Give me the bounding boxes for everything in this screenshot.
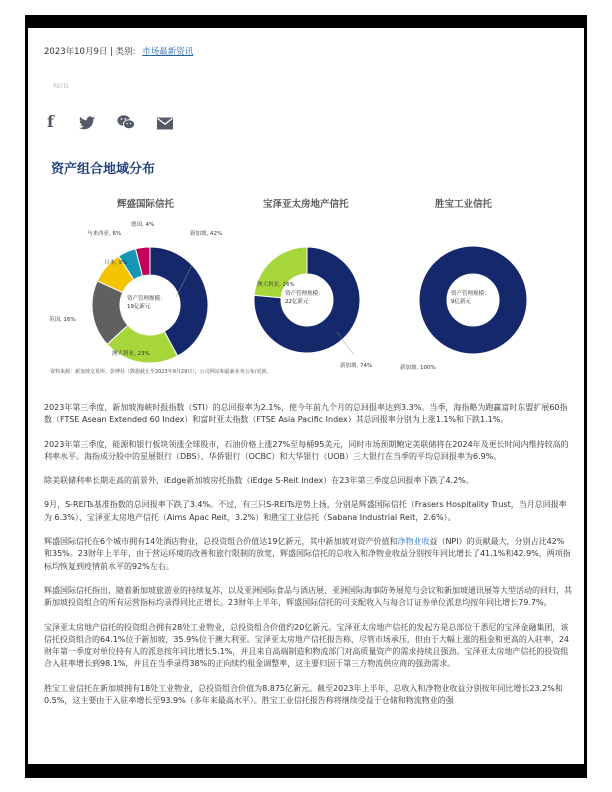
category-link[interactable]: 市场最新资讯 xyxy=(142,47,194,57)
paragraph: 辉盛国际信托在6个城市拥有14处酒店物业，总投资组合价值达19亿新元，其中新加坡对资产价值和净物业收益（NPI）的贡献最大，分别占比42%和35%。23财年上半年，由于营运环境的改善和旅行限制的放宽，辉盛国际信托的总收入和净物业收益分别按年同比增长了41.1%和42.9%，两项指标均恢复到疫情前水平的92%左右。 xyxy=(44,537,571,571)
label-singapore: 新加坡, 42% xyxy=(190,231,223,237)
section-title: 资产组合地域分布 xyxy=(51,162,156,177)
article-meta xyxy=(44,45,193,57)
chart-title: 宝泽亚太房地产信托 xyxy=(263,199,349,210)
page-frame-top xyxy=(25,15,587,28)
chart-sabana-industrial xyxy=(390,188,570,371)
center-label: 资产管理规模： 19亿新元 xyxy=(127,296,166,310)
page-frame-right xyxy=(584,15,587,778)
paragraph: 2023年第三季度，能源和银行板块领涨全球股市，石油价格上涨27%至每桶95美元，同时市场预期鲍定美联储将在2024年及更长时间内维持较高的利率水平。海指成分股中的星展银行（DBS）、华侨银行（OCBC）和大华银行（UOB）三大银行在当季的平均总回报率为6.9%。 xyxy=(44,439,569,461)
label-japan: 日本, 9% xyxy=(104,260,128,266)
label-australia: 澳大利亚, 23% xyxy=(112,351,150,357)
paragraph: 9月，S-REITs基准指数的总回报率下跌了3.4%。不过，有三只S-REITs逆势上扬，分别是辉盛国际信托（Frasers Hospitality Trust，当月总回报率为 6.3%）、宝泽亚太房地产信托（Aims Apac Reit，3.2%）和胜宝工业信托（Sabana Industrial Reit，2.6%）。 xyxy=(44,500,567,522)
label-singapore: 新加坡, 100% xyxy=(400,365,436,371)
page-frame-bottom xyxy=(25,764,587,778)
tag-reits[interactable]: REITs xyxy=(53,83,69,90)
chart-source-note: 资料来源：新加坡交易所、彭博社（数据截止至2023年9月29日），公司网站和最新业务公布/更新。 xyxy=(50,369,272,375)
label-australia: 澳大利亚, 26% xyxy=(257,282,295,288)
chart-title: 胜宝工业信托 xyxy=(435,199,493,210)
npi-link[interactable]: 净物业收 xyxy=(397,537,430,547)
chart-title: 辉盛国际信托 xyxy=(117,199,175,210)
label-germany: 德国, 4% xyxy=(131,222,155,228)
twitter-icon[interactable] xyxy=(79,115,95,129)
label-singapore: 新加坡, 74% xyxy=(340,363,373,369)
article-page xyxy=(44,28,572,764)
article-body xyxy=(44,402,572,719)
donut-chart-sabana xyxy=(390,188,570,368)
facebook-icon[interactable]: f xyxy=(47,112,54,131)
label-uk: 英国, 16% xyxy=(49,317,76,323)
donut-chart-frasers xyxy=(44,188,244,368)
article-date: 2023年10月9日 xyxy=(44,47,108,57)
paragraph: 胜宝工业信托在新加坡拥有18处工业物业，总投资组合价值为8.875亿新元。截至2023年上半年，总收入和净物业收益分别按年同比增长23.2%和0.5%，这主要由于入驻率增长至93.9%（多年来最高水平）。胜宝工业信托报告称将继续受益于仓储和物流物业的强 xyxy=(44,683,563,706)
page-frame-left xyxy=(25,15,28,778)
paragraph: 2023年第三季度，新加坡海峡时报指数（STI）的总回报率为2.1%，使今年前九个月的总回报率达到3.3%。当季，海指略为跑赢富时东盟扩展60指数（FTSE Asean Extended 60 Index）和富时亚太指数（FTSE Asia Pacific Index）其总回报率分别为上涨1.1%和下跌1.1%。 xyxy=(44,403,568,425)
donut-chart-aims xyxy=(239,188,409,368)
paragraph: 辉盛国际信托指出，随着新加坡旅游业的持续复苏，以及亚洲国际食品与酒店展、亚洲国际海事防务展览与会议和新加坡通讯展等大型活动的回归，其新加坡投资组合的所有运营指标均录得同比正增长。23财年上半年，辉盛国际信托的可支配收入与每合订证券单位派息均按年同比增长79.7%。 xyxy=(44,585,572,608)
paragraph: 除美联储利率长期走高的前景外，iEdge新加坡房托指数（iEdge S-Reit Index）在23年第三季度总回报率下跌了4.2%。 xyxy=(44,476,474,486)
category-label: | 类别: xyxy=(107,47,139,57)
share-bar xyxy=(44,112,173,131)
chart-frasers-hospitality xyxy=(44,188,244,368)
center-label: 资产管理规模： 22亿新元 xyxy=(285,291,324,305)
paragraph: 宝泽亚太房地产信托的投资组合拥有28处工业物业，总投资组合价值约20亿新元。宝泽亚太房地产信托的发起方是总部位于悉尼的宝泽金融集团，该信托投资组合的64.1%位于新加坡，35.9%位于澳大利亚。宝泽亚太房地产信托报告称，尽管市场承压，但由于大幅上涨的租金和更高的入驻率，24财年第一季度对单位持有人的派息按年同比增长5.1%，并且来自高端制造和物流部门对高质量资产的需求持续且强劲。宝泽亚太房地产信托的投资组合入驻率增长到98.1%，并且在当季录得38%的正向续约租金调整率，这主要归因于第三方物流供应商的强劲需求。 xyxy=(44,622,570,669)
label-malaysia: 马来西亚, 6% xyxy=(87,231,122,237)
wechat-icon[interactable] xyxy=(117,114,135,130)
email-icon[interactable] xyxy=(157,115,173,128)
chart-aims-apac xyxy=(239,188,409,368)
center-label: 资产管理规模： 9亿新元 xyxy=(451,291,490,305)
